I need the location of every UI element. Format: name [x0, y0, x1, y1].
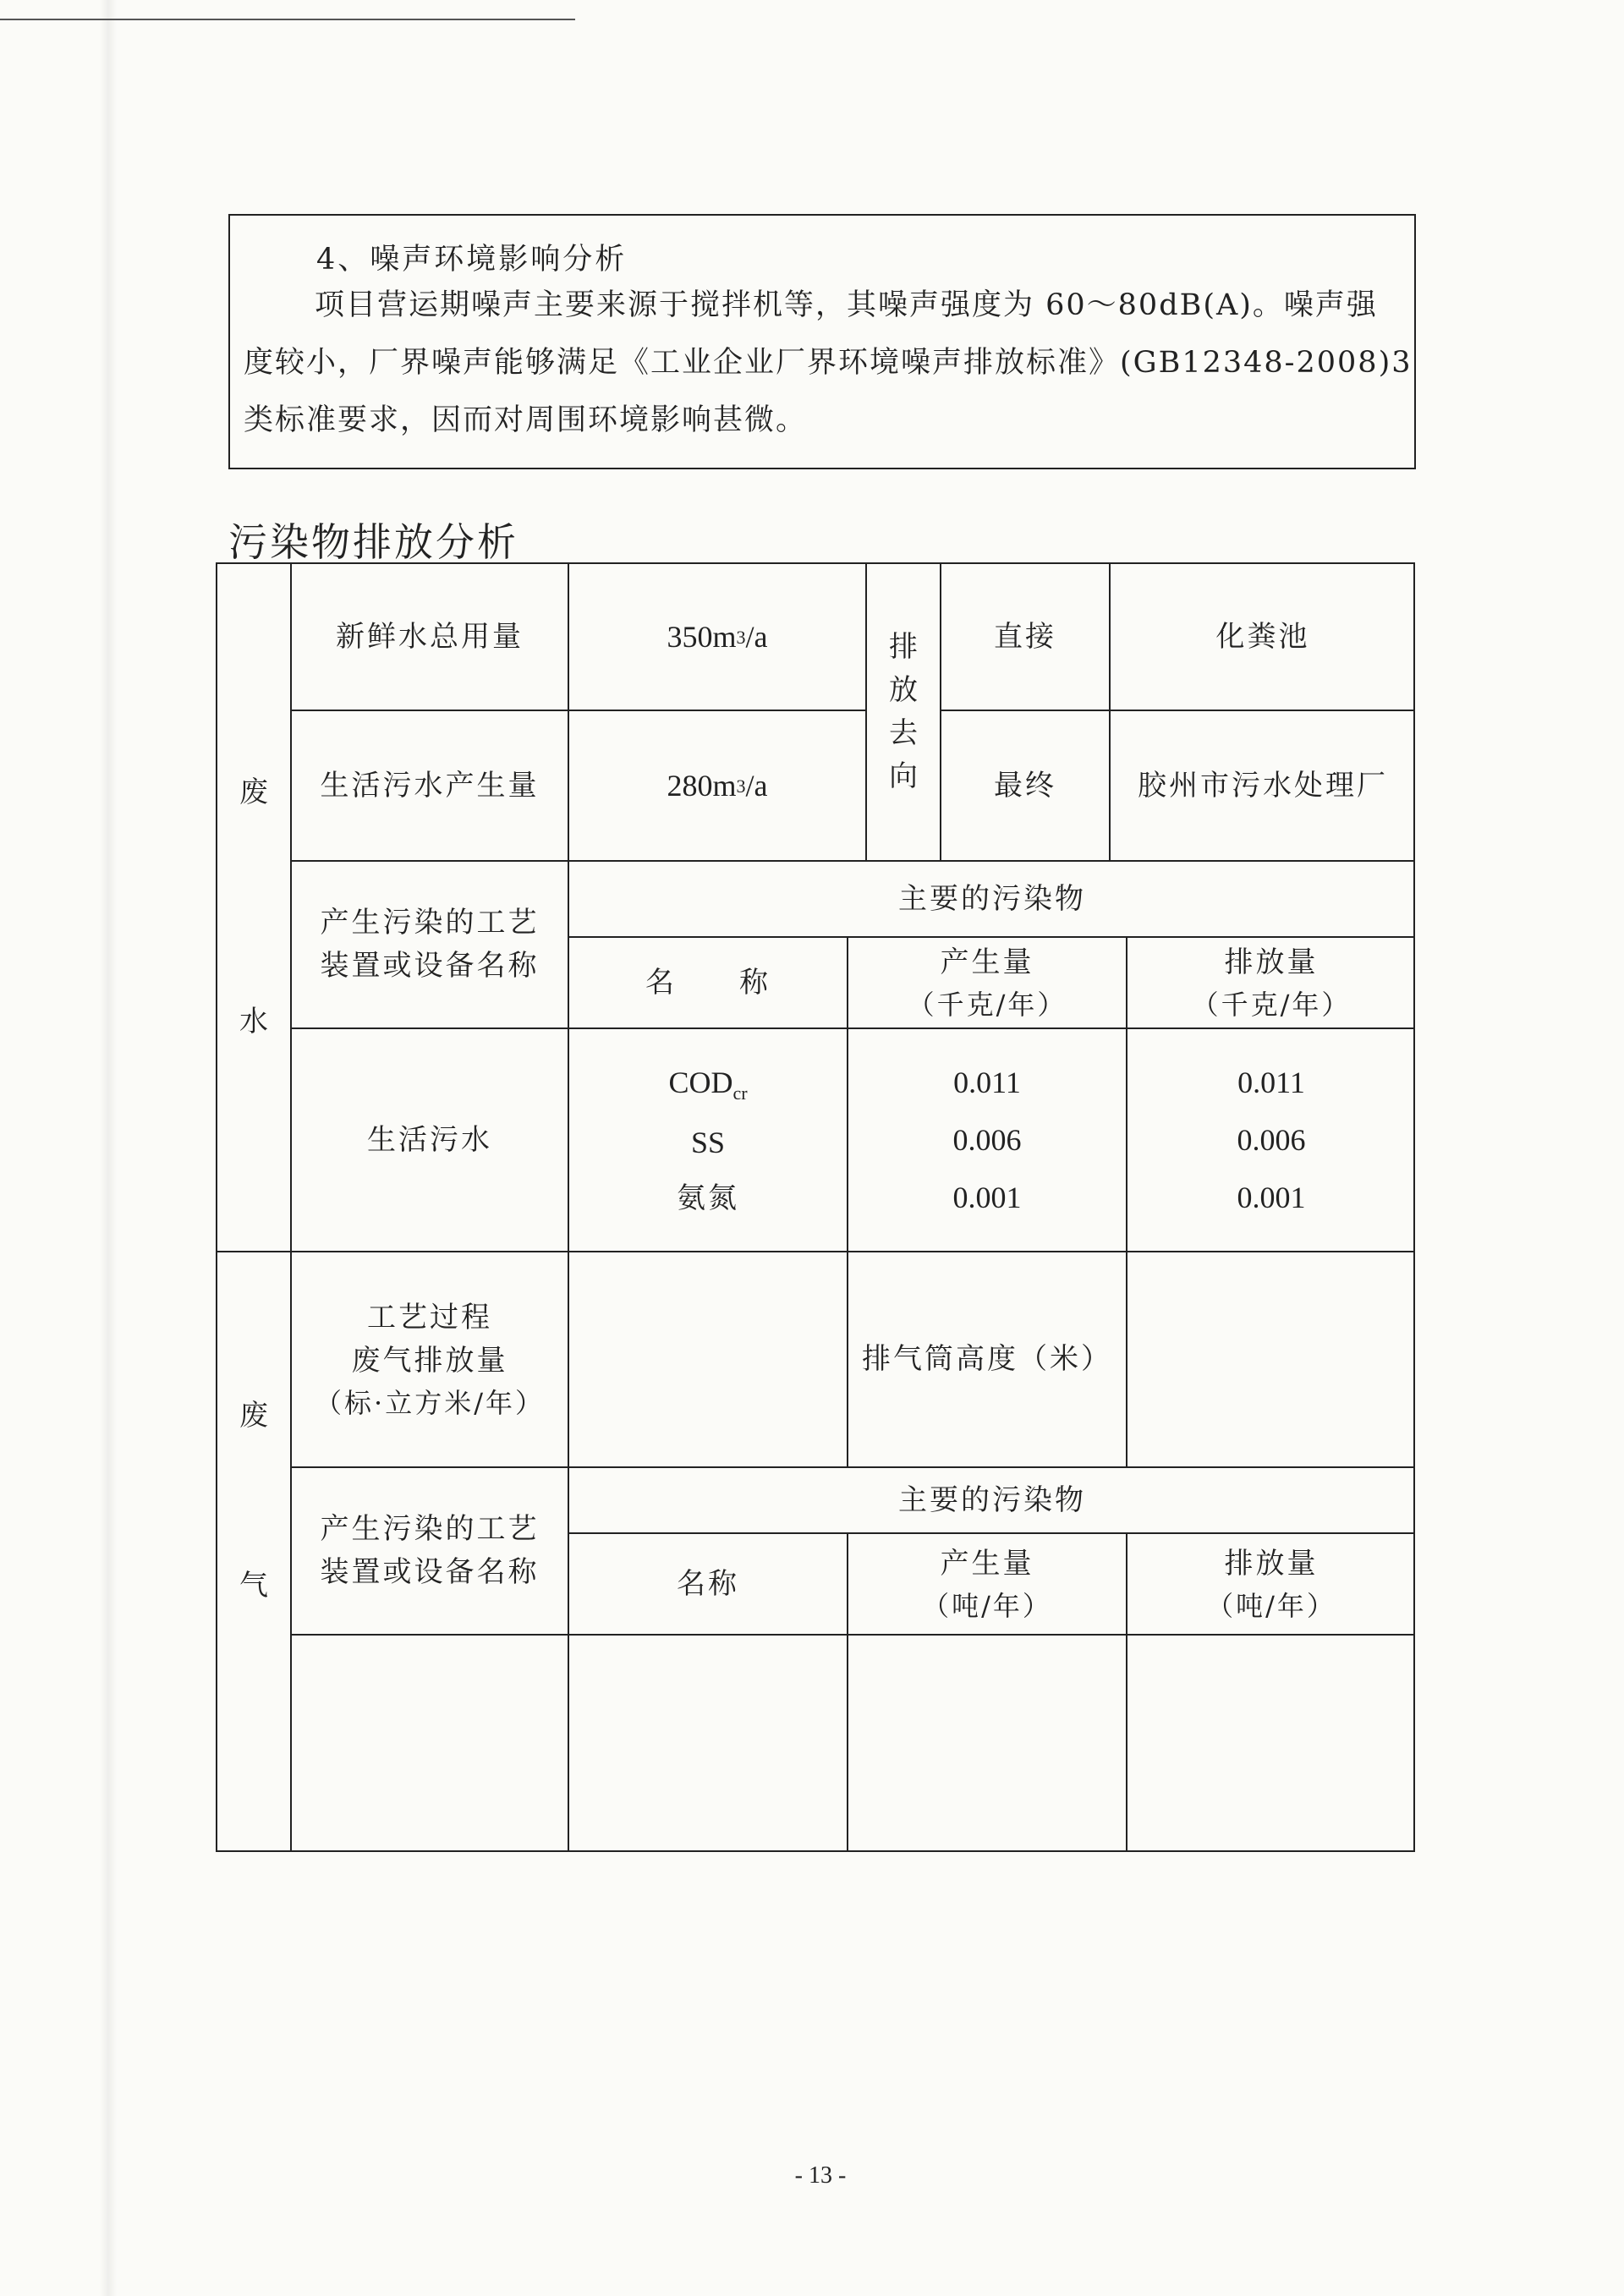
fresh-water-label: 新鲜水总用量 — [290, 564, 568, 710]
direction-char: 向 — [889, 759, 918, 793]
ww-col-discharged: 排放量 （千克/年） — [1126, 936, 1415, 1027]
gas-discharged-empty — [1126, 1634, 1415, 1850]
category-char: 废 — [239, 775, 268, 809]
scan-shadow — [100, 0, 117, 2296]
ww-col-produced: 产生量 （千克/年） — [847, 936, 1126, 1027]
discharge-direction-label — [865, 564, 940, 860]
discharged-value: 0.001 — [1237, 1181, 1306, 1214]
noise-analysis-box — [228, 214, 1416, 469]
fresh-water-value: 350m 3 /a — [568, 564, 865, 710]
gas-col-discharged: 排放量 （吨/年） — [1126, 1532, 1415, 1634]
direct-value: 化粪池 — [1109, 564, 1415, 710]
noise-text-line: 项目营运期噪声主要来源于搅拌机等，其噪声强度为 60～80dB(A)。噪声强 — [315, 288, 1378, 322]
waste-gas-category — [217, 1251, 290, 1850]
produced-value: 0.011 — [953, 1066, 1021, 1099]
category-char: 气 — [239, 1568, 268, 1603]
ww-col-name: 名 称 — [568, 936, 847, 1027]
gas-main-pollutants: 主要的污染物 — [568, 1466, 1415, 1532]
sewage-value: 280m 3 /a — [568, 710, 865, 860]
gas-process-emission: 工艺过程 废气排放量 （标·立方米/年） — [290, 1251, 568, 1466]
noise-text-line: 度较小，厂界噪声能够满足《工业企业厂界环境噪声排放标准》(GB12348-2008)3 — [244, 346, 1413, 380]
gas-name-empty — [568, 1634, 847, 1850]
final-label: 最终 — [940, 710, 1109, 860]
category-char: 废 — [239, 1398, 268, 1433]
gas-source-empty — [290, 1634, 568, 1850]
gas-process-label: 产生污染的工艺装置或设备名称 — [290, 1466, 568, 1634]
stack-height-value — [1126, 1251, 1415, 1466]
category-char: 水 — [239, 1005, 268, 1038]
direction-char: 排 — [889, 630, 918, 664]
noise-heading: 4、噪声环境影响分析 — [316, 243, 628, 277]
ww-main-pollutants: 主要的污染物 — [568, 860, 1415, 936]
stack-height-label: 排气筒高度（米） — [847, 1251, 1126, 1466]
ww-process-label: 产生污染的工艺装置或设备名称 — [290, 860, 568, 1027]
noise-text-line: 类标准要求，因而对周围环境影响甚微。 — [244, 403, 808, 437]
direction-char: 去 — [889, 716, 918, 750]
section-title: 污染物排放分析 — [228, 519, 518, 565]
direct-label: 直接 — [940, 564, 1109, 710]
final-value: 胶州市污水处理厂 — [1109, 710, 1415, 860]
pollutant-name: SS — [690, 1125, 726, 1159]
discharged-value: 0.006 — [1237, 1123, 1306, 1157]
gas-col-name: 名称 — [568, 1532, 847, 1634]
ww-discharged-values — [1126, 1027, 1415, 1251]
ww-source: 生活污水 — [290, 1027, 568, 1251]
page-number: - 13 - — [794, 2162, 847, 2189]
produced-value: 0.001 — [952, 1181, 1022, 1214]
pollutant-name: 氨氮 — [676, 1181, 739, 1215]
wastewater-category — [217, 564, 290, 1251]
gas-produced-empty — [847, 1634, 1126, 1850]
direction-char: 放 — [889, 673, 918, 707]
ww-pollutant-names — [568, 1027, 847, 1251]
pollutant-name: $COD_{cr}$ — [668, 1066, 748, 1104]
gas-col-produced: 产生量 （吨/年） — [847, 1532, 1126, 1634]
top-rule — [0, 19, 575, 20]
pollutant-discharge-table — [216, 562, 1415, 1852]
gas-emission-value — [568, 1251, 847, 1466]
produced-value: 0.006 — [952, 1123, 1022, 1157]
discharged-value: 0.011 — [1237, 1066, 1305, 1099]
ww-produced-values — [847, 1027, 1126, 1251]
sewage-label: 生活污水产生量 — [290, 710, 568, 860]
